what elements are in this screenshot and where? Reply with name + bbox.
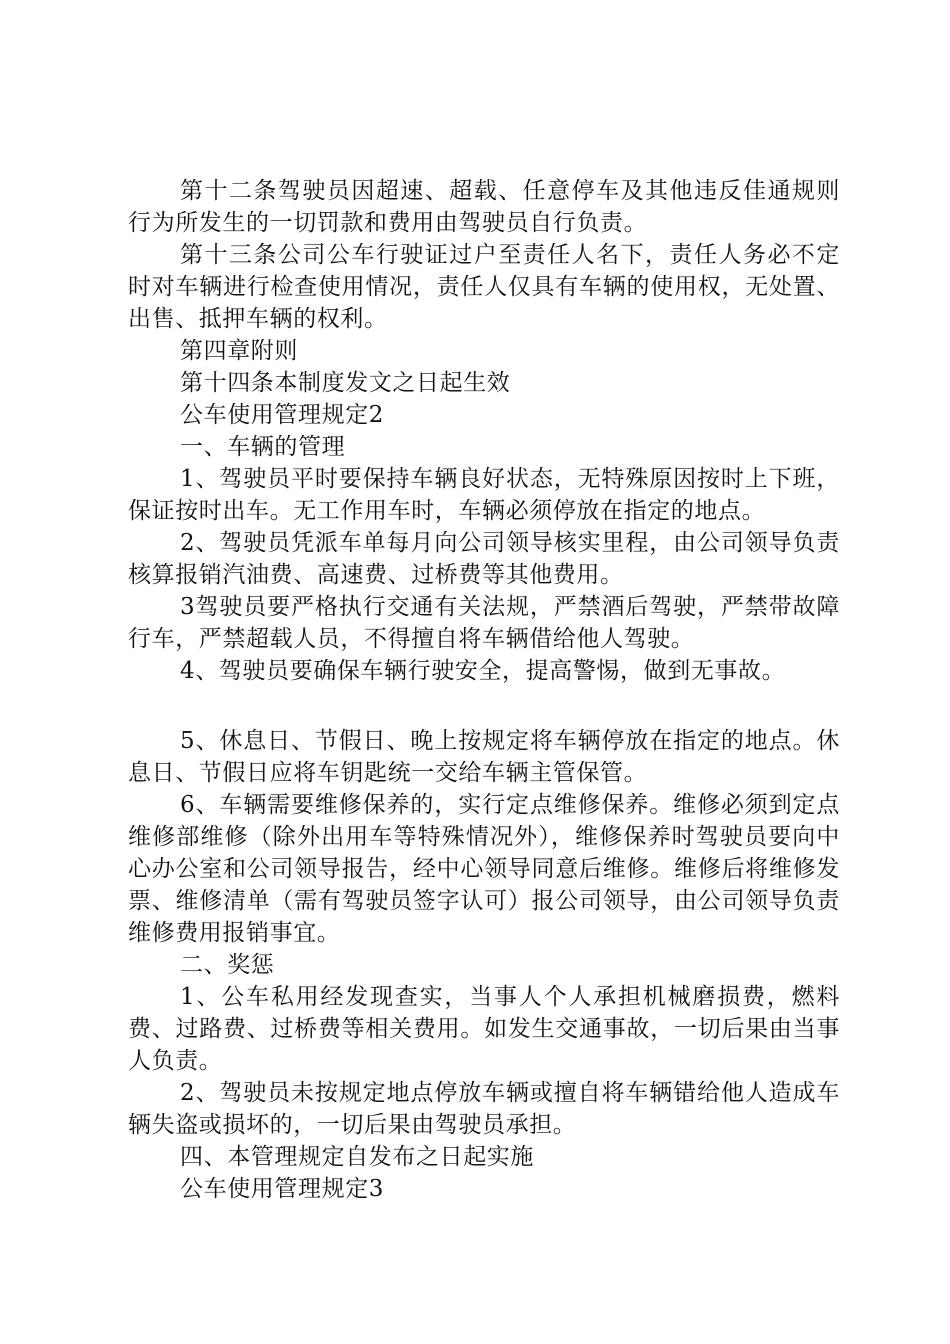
list-item: 2、驾驶员凭派车单每月向公司领导核实里程，由公司领导负责核算报销汽油费、高速费、过桥费等其他费用。 (128, 530, 840, 588)
section-title-2: 公车使用管理规定2 (180, 402, 385, 428)
chapter-heading-4: 第四章附则 (180, 338, 298, 364)
list-item: 3驾驶员要严格执行交通有关法规，严禁酒后驾驶，严禁带故障行车，严禁超载人员，不得擅自将车辆借给他人驾驶。 (128, 594, 840, 652)
section-title-3: 公车使用管理规定3 (180, 1176, 385, 1202)
subheading-effective-date: 四、本管理规定自发布之日起实施 (180, 1144, 534, 1170)
list-item: 2、驾驶员未按规定地点停放车辆或擅自将车辆错给他人造成车辆失盗或损坏的，一切后果由驾驶员承担。 (128, 1080, 840, 1138)
list-item: 6、车辆需要维修保养的，实行定点维修保养。维修必须到定点维修部维修（除外出用车等特殊情况外），维修保养时驾驶员要向中心办公室和公司领导报告，经中心领导同意后维修。维修后将维修发票、维修清单（需有驾驶员签字认可）报公司领导，由公司领导负责维修费用报销事宜。 (128, 792, 840, 946)
blank-line (128, 687, 840, 725)
list-item: 4、驾驶员要确保车辆行驶安全，提高警惕，做到无事故。 (180, 658, 786, 684)
paragraph-article-13: 第十三条公司公车行驶证过户至责任人名下，责任人务必不定时对车辆进行检查使用情况，责任人仅具有车辆的使用权，无处置、出售、抵押车辆的权利。 (128, 242, 840, 332)
paragraph-article-14: 第十四条本制度发文之日起生效 (180, 370, 511, 396)
list-item: 1、公车私用经发现查实，当事人个人承担机械磨损费，燃料费、过路费、过桥费等相关费用。如发生交通事故，一切后果由当事人负责。 (128, 984, 840, 1074)
list-item: 1、驾驶员平时要保持车辆良好状态，无特殊原因按时上下班，保证按时出车。无工作用车时，车辆必须停放在指定的地点。 (128, 466, 840, 524)
list-item: 5、休息日、节假日、晚上按规定将车辆停放在指定的地点。休息日、节假日应将车钥匙统一交给车辆主管保管。 (128, 728, 840, 786)
paragraph-article-12: 第十二条驾驶员因超速、超载、任意停车及其他违反佳通规则行为所发生的一切罚款和费用由驾驶员自行负责。 (128, 178, 840, 236)
subheading-vehicle-management: 一、车辆的管理 (180, 434, 346, 460)
document-body (128, 175, 840, 1205)
subheading-rewards-penalties: 二、奖惩 (180, 952, 275, 978)
